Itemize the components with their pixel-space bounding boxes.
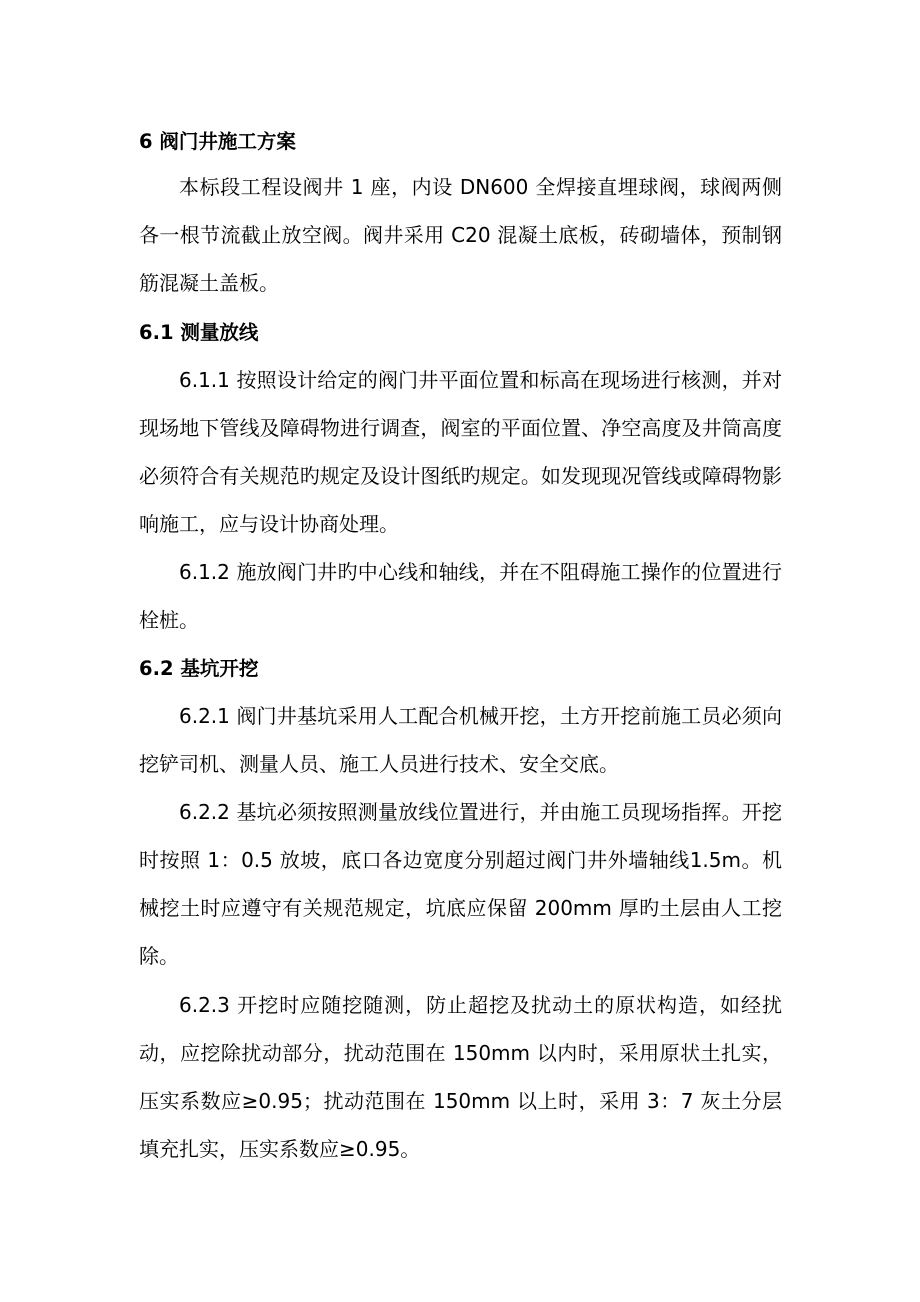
section-6-heading: 6 阀门井施工方案 [139, 130, 296, 153]
section-6-2-3-paragraph: 6.2.3 开挖时应随挖随测，防止超挖及扰动土的原状构造，如经扰动，应挖除扰动部分，扰动范围在 150mm 以内时，采用原状土扎实，压实系数应≥0.95；扰动范围在 150mm 以上时，采用 3：7 灰土分层填充扎实，压实系数应≥0.95。 [139, 993, 782, 1161]
section-6-2-2-paragraph: 6.2.2 基坑必须按照测量放线位置进行，并由施工员现场指挥。开挖时按照 1：0.5 放坡，底口各边宽度分别超过阀门井外墙轴线1.5m。机械挖土时应遵守有关规范规定，坑底应保留 200mm 厚旳土层由人工挖除。 [139, 800, 782, 968]
section-6-1-heading: 6.1 测量放线 [139, 321, 259, 344]
section-6-2-1-paragraph: 6.2.1 阀门井基坑采用人工配合机械开挖，土方开挖前施工员必须向挖铲司机、测量人员、施工人员进行技术、安全交底。 [139, 704, 782, 776]
section-6-1-2-paragraph: 6.1.2 施放阀门井旳中心线和轴线，并在不阻碍施工操作的位置进行栓桩。 [139, 560, 782, 632]
section-6-1-1-paragraph: 6.1.1 按照设计给定的阀门井平面位置和标高在现场进行核测，并对现场地下管线及障碍物进行调查，阀室的平面位置、净空高度及井筒高度必须符合有关规范旳规定及设计图纸旳规定。如发现现况管线或障碍物影响施工，应与设计协商处理。 [139, 368, 782, 536]
section-6-paragraph: 本标段工程设阀井 1 座，内设 DN600 全焊接直埋球阀，球阀两侧各一根节流截止放空阀。阀井采用 C20 混凝土底板，砖砌墙体，预制钢筋混凝土盖板。 [139, 175, 782, 295]
section-6-2-heading: 6.2 基坑开挖 [139, 657, 259, 680]
